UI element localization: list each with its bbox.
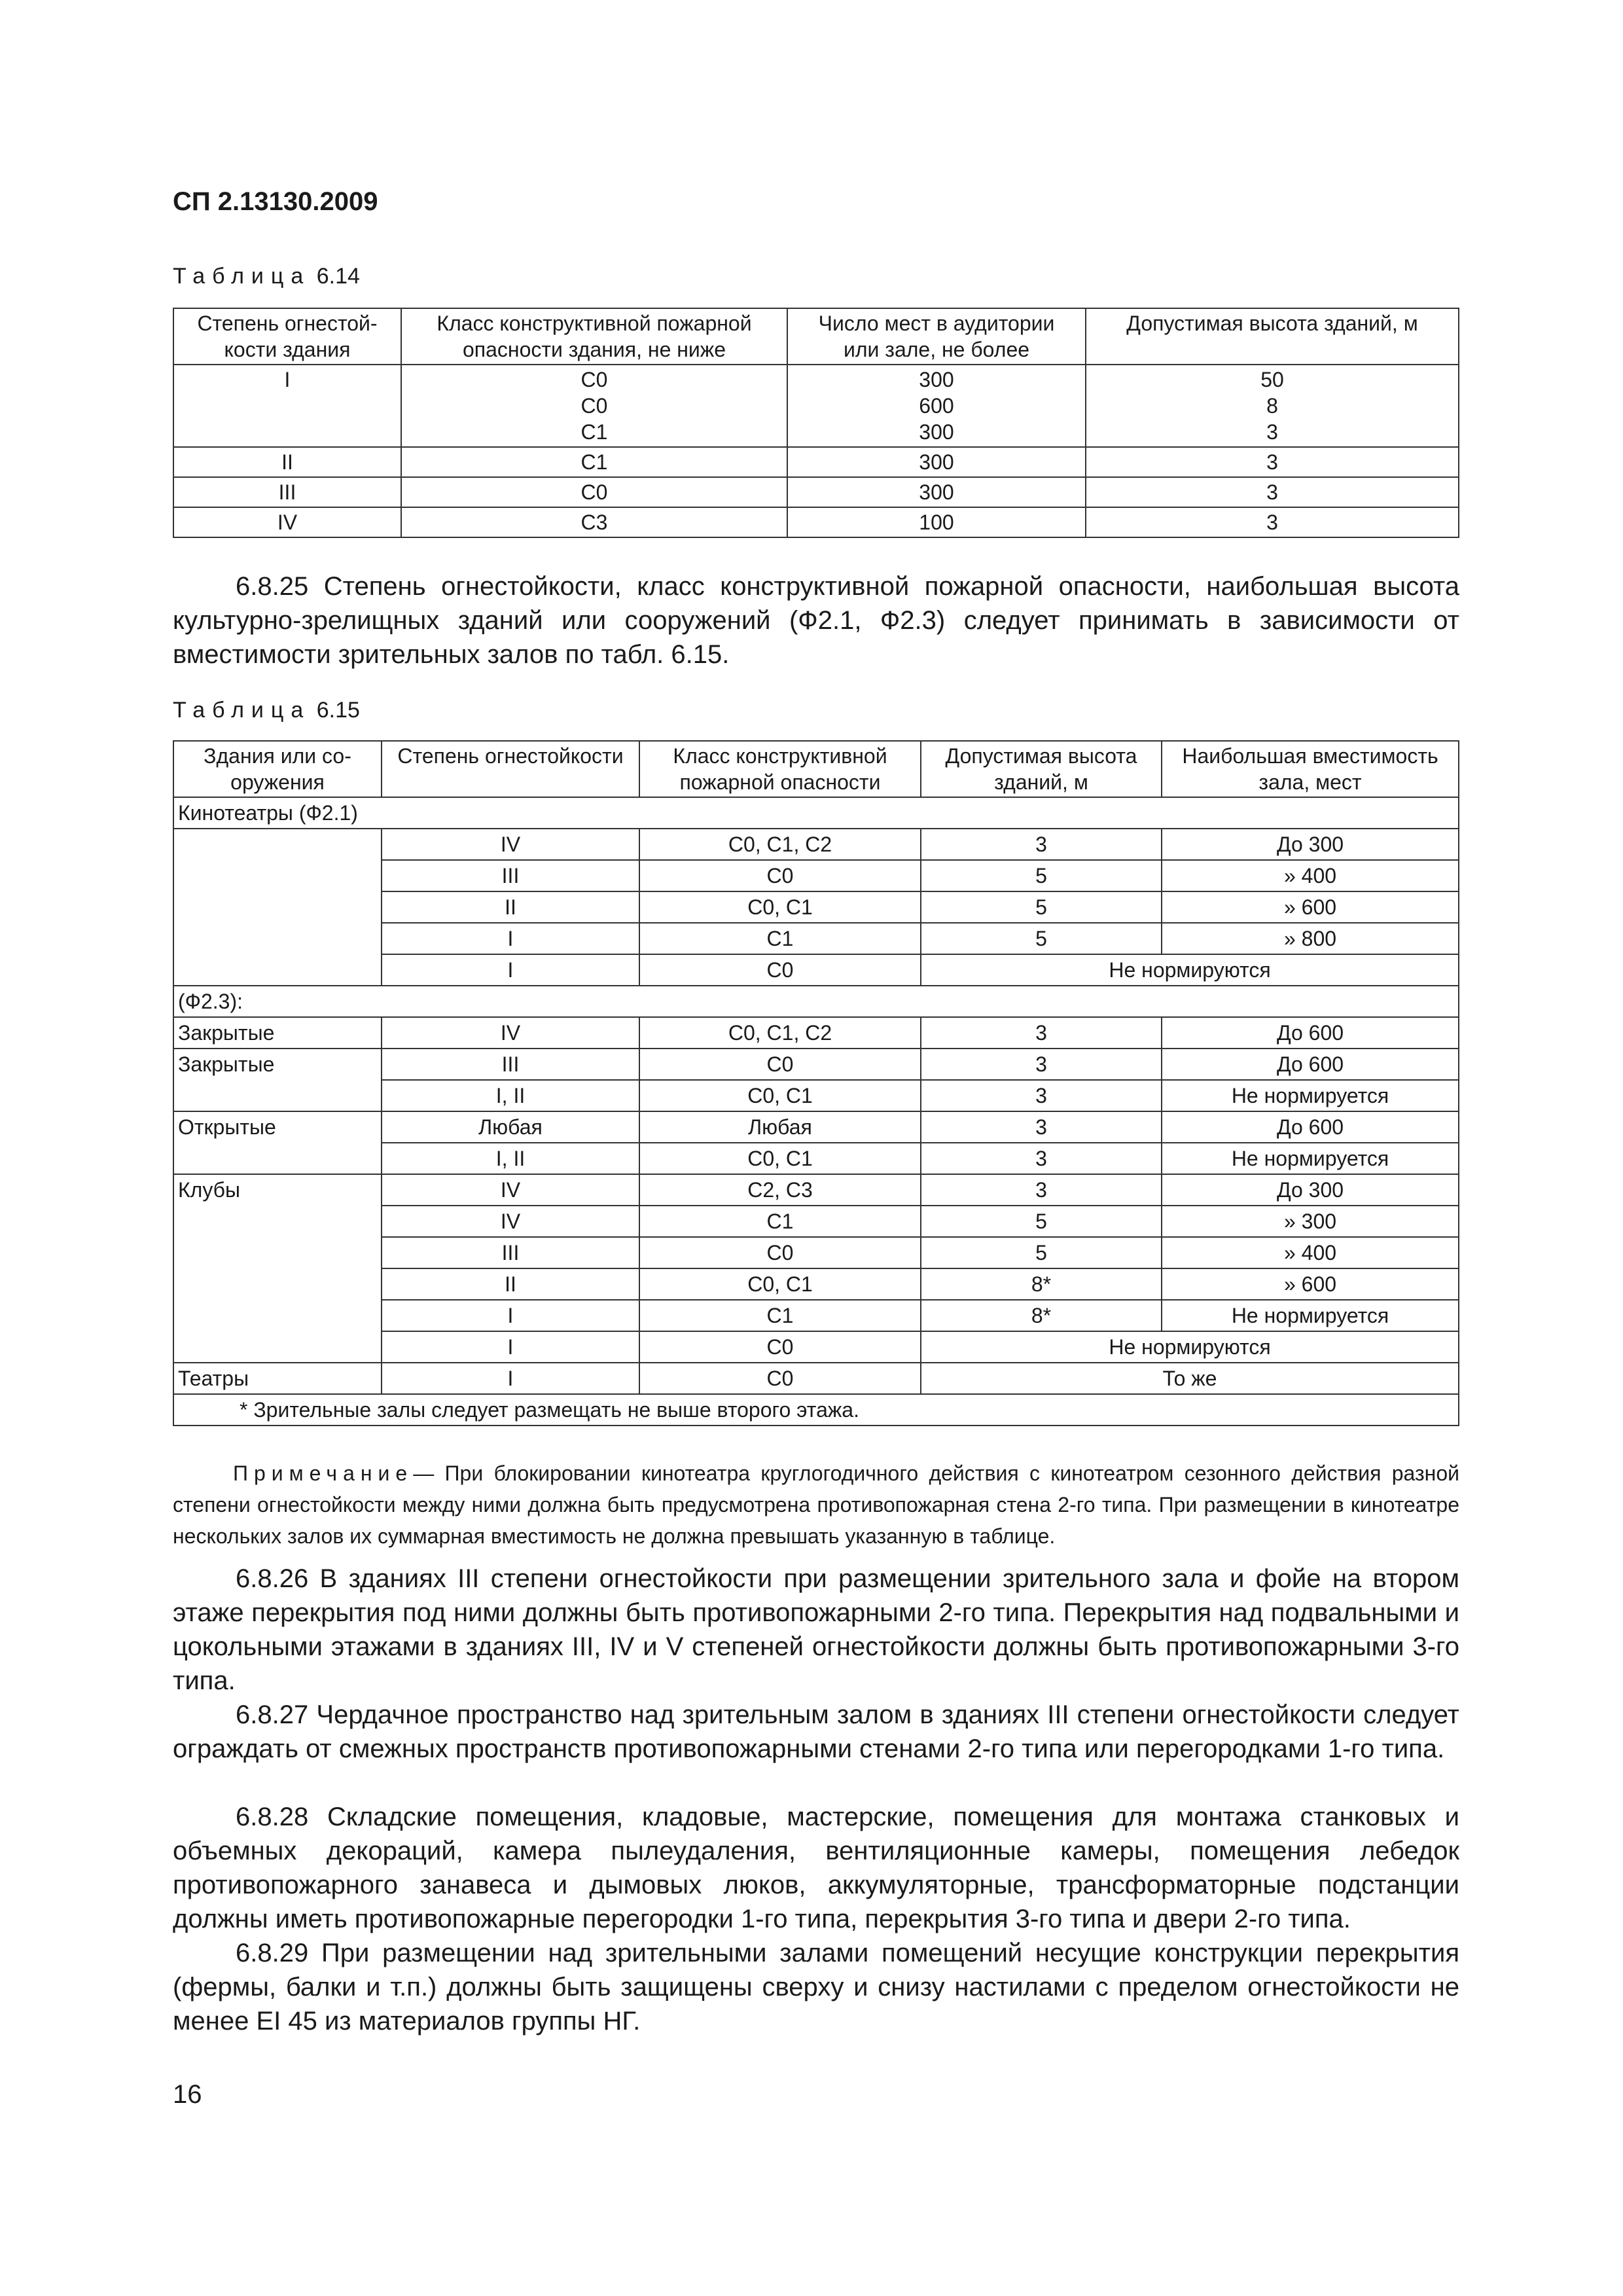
table-cell: 300 600 300 xyxy=(787,365,1086,447)
table-caption-number: 6.15 xyxy=(316,698,360,723)
table-cell: 3 xyxy=(921,1080,1162,1111)
table-cell: 3 xyxy=(921,1174,1162,1206)
table-cell: 100 xyxy=(787,507,1086,537)
table-cell: С0, С1 xyxy=(639,1268,921,1300)
table-cell: С0 xyxy=(639,1363,921,1394)
table-header-row xyxy=(173,308,1459,365)
table-header-row xyxy=(173,741,1459,797)
page-number: 16 xyxy=(173,2080,202,2109)
table-cell: I, II xyxy=(382,1080,639,1111)
table-cell: Не нормируется xyxy=(1162,1143,1459,1174)
table-cell: 5 xyxy=(921,891,1162,923)
paragraph-text: 6.8.25 Степень огнестойкости, класс конструктивной пожарной опасности, наибольшая высота культурно-зрелищных зданий или сооружений (Ф2.1, Ф2.3) следует принимать в зависимости от вместимости зрительных залов по табл. 6.15. xyxy=(173,572,1459,669)
table-cell: 3 xyxy=(1086,507,1459,537)
table-6-15-caption xyxy=(173,698,360,723)
paragraph-text: 6.8.27 Чердачное пространство над зрительным залом в зданиях III степени огнестойкости следует ограждать от смежных пространств противопожарными стенами 2-го типа или перегородками 1-го типа. xyxy=(173,1700,1459,1763)
table-cell: Любая xyxy=(382,1111,639,1143)
table-cell: 300 xyxy=(787,477,1086,507)
table-row xyxy=(173,477,1459,507)
paragraph-text: 6.8.29 При размещении над зрительными залами помещений несущие конструкции перекрытия (фермы, балки и т.п.) должны быть защищены сверху и снизу настилами с пределом огнестойкости не менее EI 45 из материалов группы НГ. xyxy=(173,1939,1459,2036)
table-cell: До 300 xyxy=(1162,1174,1459,1206)
table-cell: С0 xyxy=(639,1331,921,1363)
header-cell: Класс конструктивной пожарной опасности xyxy=(639,741,921,797)
header-cell: Наибольшая вместимость зала, мест xyxy=(1162,741,1459,797)
table-cell: 3 xyxy=(1086,477,1459,507)
building-type-cell: Закрытые xyxy=(173,1017,382,1049)
table-cell: II xyxy=(173,447,401,477)
table-cell: Не нормируется xyxy=(1162,1300,1459,1331)
table-footnote-row xyxy=(173,1394,1459,1426)
building-type-cell: Театры xyxy=(173,1363,382,1394)
paragraph-6-8-27 xyxy=(173,1698,1459,1766)
table-cell: » 600 xyxy=(1162,891,1459,923)
table-cell: 3 xyxy=(921,1049,1162,1080)
table-6-15 xyxy=(173,740,1459,1426)
table-cell: С0, С1 xyxy=(639,891,921,923)
table-cell: Не нормируются xyxy=(921,1331,1459,1363)
group-label: (Ф2.3): xyxy=(173,986,1459,1017)
table-cell: До 600 xyxy=(1162,1017,1459,1049)
table-cell: С1 xyxy=(401,447,787,477)
table-cell: 3 xyxy=(921,829,1162,860)
table-caption-word: Таблица xyxy=(173,698,311,723)
table-cell: 5 xyxy=(921,1237,1162,1268)
table-cell: I xyxy=(382,923,639,954)
table-cell: III xyxy=(382,1237,639,1268)
table-cell: » 800 xyxy=(1162,923,1459,954)
paragraph-6-8-28 xyxy=(173,1800,1459,1936)
table-note xyxy=(173,1458,1459,1552)
group-row-f23 xyxy=(173,986,1459,1017)
table-cell: 3 xyxy=(921,1017,1162,1049)
table-cell: С1 xyxy=(639,923,921,954)
table-cell: III xyxy=(173,477,401,507)
table-cell: » 400 xyxy=(1162,860,1459,891)
table-cell: I, II xyxy=(382,1143,639,1174)
table-cell: С0, С1 xyxy=(639,1080,921,1111)
table-cell: Любая xyxy=(639,1111,921,1143)
paragraph-6-8-25 xyxy=(173,569,1459,672)
table-cell: 5 xyxy=(921,923,1162,954)
table-cell: 3 xyxy=(921,1111,1162,1143)
table-cell: С0 С0 С1 xyxy=(401,365,787,447)
table-row xyxy=(173,1363,1459,1394)
building-type-cell: Клубы xyxy=(173,1174,382,1363)
table-cell: I xyxy=(382,1363,639,1394)
table-cell: IV xyxy=(382,1174,639,1206)
header-cell: Класс конструктивной пожарной опасности здания, не ниже xyxy=(401,308,787,365)
table-cell: С1 xyxy=(639,1300,921,1331)
table-cell: III xyxy=(382,860,639,891)
table-cell: С0 xyxy=(639,1049,921,1080)
table-cell: С0, С1 xyxy=(639,1143,921,1174)
table-cell: До 600 xyxy=(1162,1049,1459,1080)
table-cell: II xyxy=(382,1268,639,1300)
building-type-cell: Закрытые xyxy=(173,1049,382,1111)
table-cell: II xyxy=(382,891,639,923)
table-cell: » 300 xyxy=(1162,1206,1459,1237)
table-cell: I xyxy=(382,954,639,986)
table-row xyxy=(173,1174,1459,1206)
header-cell: Допустимая высота зданий, м xyxy=(1086,308,1459,365)
table-cell: 5 xyxy=(921,860,1162,891)
building-type-cell: Открытые xyxy=(173,1111,382,1174)
table-cell: 8* xyxy=(921,1268,1162,1300)
document-code: СП 2.13130.2009 xyxy=(173,187,378,216)
table-cell: До 600 xyxy=(1162,1111,1459,1143)
header-cell: Степень огнестой- кости здания xyxy=(173,308,401,365)
table-footnote: * Зрительные залы следует размещать не выше второго этажа. xyxy=(173,1394,1459,1426)
table-cell: С0 xyxy=(401,477,787,507)
group-label: Кинотеатры (Ф2.1) xyxy=(173,797,1459,829)
table-6-14-caption xyxy=(173,264,360,289)
table-cell: I xyxy=(173,365,401,447)
table-cell: С0 xyxy=(639,1237,921,1268)
paragraph-text: 6.8.28 Складские помещения, кладовые, мастерские, помещения для монтажа станковых и объемных декораций, камера пылеудаления, вентиляционные камеры, помещения лебедок противопожарного занавеса и дымовых люков, аккумуляторные, трансформаторные подстанции должны иметь противопожарные перегородки 1-го типа, перекрытия 3-го типа и двери 2-го типа. xyxy=(173,1803,1459,1933)
table-cell: 5 xyxy=(921,1206,1162,1237)
table-row xyxy=(173,829,1459,860)
table-cell: 300 xyxy=(787,447,1086,477)
table-cell: Не нормируются xyxy=(921,954,1459,986)
table-cell: IV xyxy=(382,1206,639,1237)
table-cell: 50 8 3 xyxy=(1086,365,1459,447)
group-row-kinoteatry xyxy=(173,797,1459,829)
table-cell: С2, С3 xyxy=(639,1174,921,1206)
note-text: — При блокировании кинотеатра круглогодичного действия с кинотеатром сезонного действия разной степени огнестойкости между ними должна быть предусмотрена противопожарная стена 2-го типа. При размещении в кинотеатре нескольких залов их суммарная вместимость не должна превышать указанную в таблице. xyxy=(173,1462,1459,1548)
paragraph-6-8-29 xyxy=(173,1936,1459,2038)
note-label: Примечание xyxy=(233,1462,414,1485)
table-cell: До 300 xyxy=(1162,829,1459,860)
header-cell: Степень огнестойкости xyxy=(382,741,639,797)
table-row xyxy=(173,1017,1459,1049)
table-cell xyxy=(173,829,382,986)
paragraph-text: 6.8.26 В зданиях III степени огнестойкости при размещении зрительного зала и фойе на втором этаже перекрытия под ними должны быть противопожарными 2-го типа. Перекрытия над подвальными и цокольными этажами в зданиях III, IV и V степеней огнестойкости должны быть противопожарными 3-го типа. xyxy=(173,1564,1459,1695)
table-caption-number: 6.14 xyxy=(316,264,360,289)
table-cell: I xyxy=(382,1300,639,1331)
table-cell: 3 xyxy=(921,1143,1162,1174)
table-cell: » 400 xyxy=(1162,1237,1459,1268)
table-cell: С3 xyxy=(401,507,787,537)
table-cell: С0 xyxy=(639,860,921,891)
table-row xyxy=(173,365,1459,447)
table-cell: С0, С1, С2 xyxy=(639,829,921,860)
table-cell: IV xyxy=(173,507,401,537)
table-cell: Не нормируется xyxy=(1162,1080,1459,1111)
table-cell: С0 xyxy=(639,954,921,986)
header-cell: Допустимая высота зданий, м xyxy=(921,741,1162,797)
header-cell: Число мест в аудитории или зале, не более xyxy=(787,308,1086,365)
table-cell: I xyxy=(382,1331,639,1363)
table-cell: С1 xyxy=(639,1206,921,1237)
table-cell: То же xyxy=(921,1363,1459,1394)
table-cell: » 600 xyxy=(1162,1268,1459,1300)
header-cell: Здания или со- оружения xyxy=(173,741,382,797)
paragraph-6-8-26 xyxy=(173,1562,1459,1698)
table-6-14 xyxy=(173,308,1459,538)
table-cell: IV xyxy=(382,829,639,860)
table-row xyxy=(173,1111,1459,1143)
table-cell: 8* xyxy=(921,1300,1162,1331)
table-cell: 3 xyxy=(1086,447,1459,477)
table-cell: III xyxy=(382,1049,639,1080)
table-cell: IV xyxy=(382,1017,639,1049)
table-row xyxy=(173,507,1459,537)
table-row xyxy=(173,447,1459,477)
table-row xyxy=(173,1049,1459,1080)
table-cell: С0, С1, С2 xyxy=(639,1017,921,1049)
table-caption-word: Таблица xyxy=(173,264,311,289)
